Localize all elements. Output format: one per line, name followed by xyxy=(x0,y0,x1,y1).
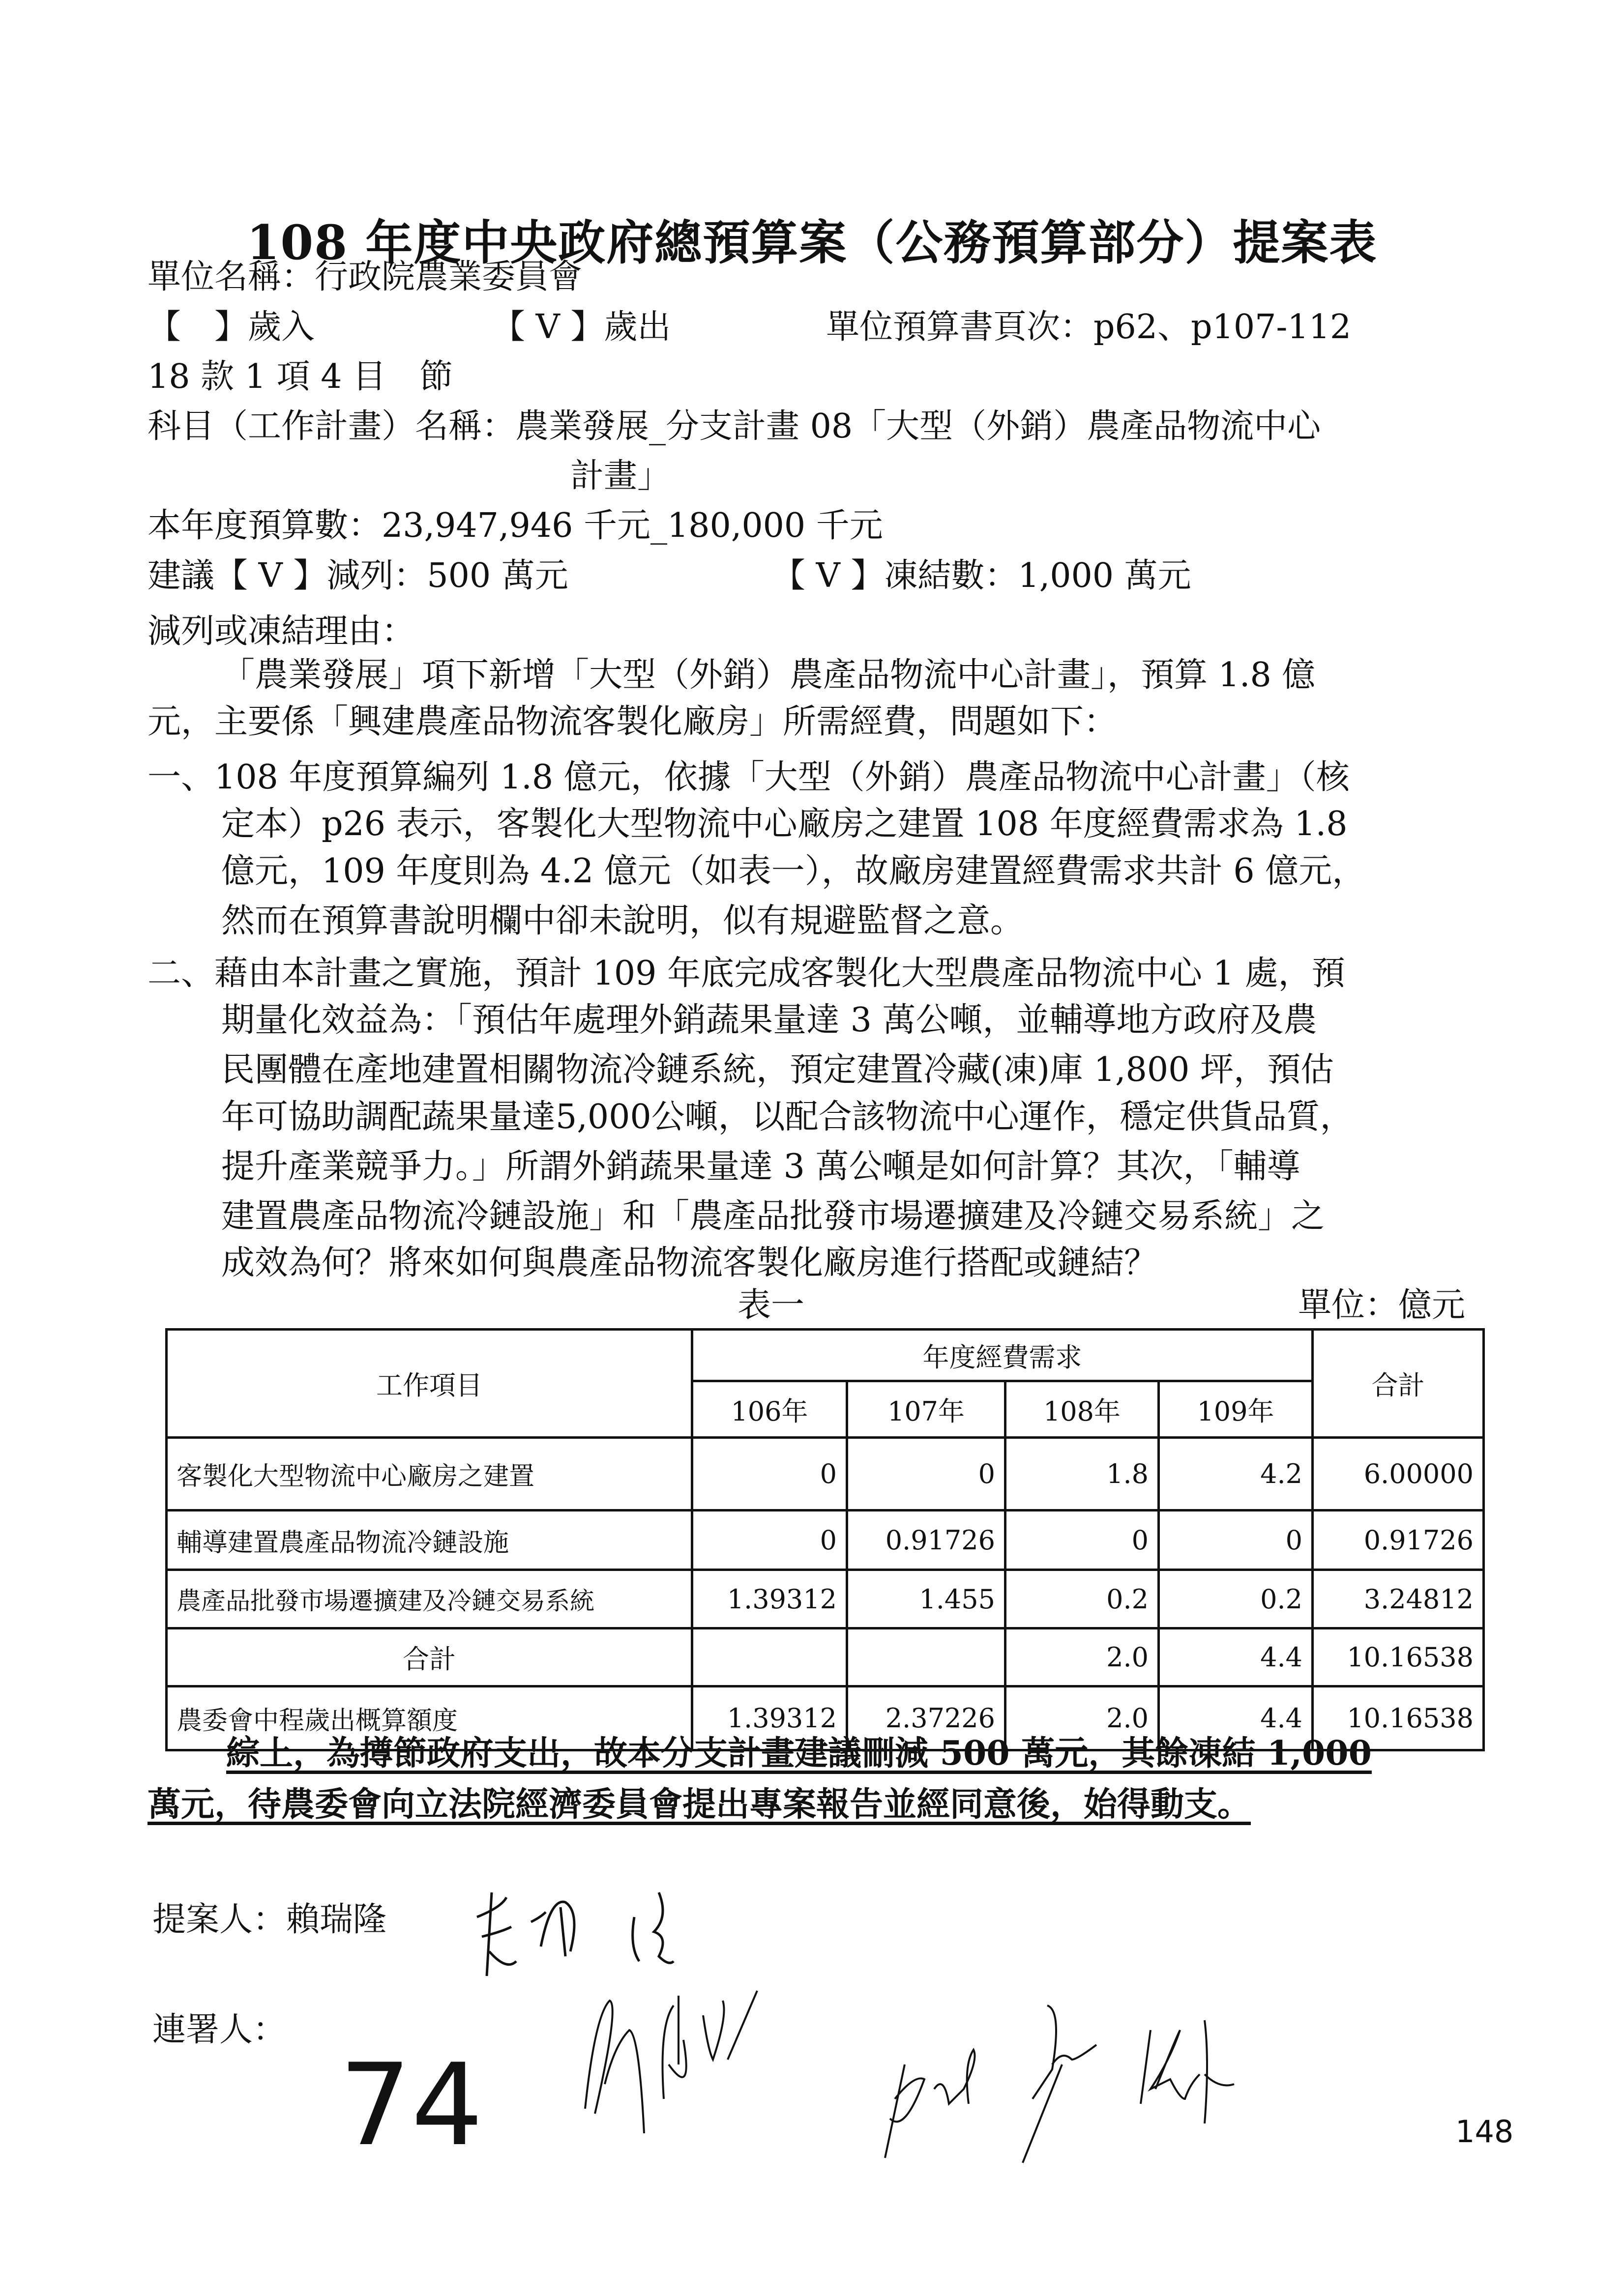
page-title: 108 年度中央政府總預算案（公務預算部分）提案表 xyxy=(246,215,1378,270)
subject-line-2: 計畫」 xyxy=(570,457,671,495)
proposer-label: 提案人：賴瑞隆 xyxy=(152,1900,387,1939)
suggest-freeze: 【 V 】凍結數：1,000 萬元 xyxy=(772,556,1191,595)
conclusion-line-1: 綜上，為撙節政府支出，故本分支計畫建議刪減 500 萬元，其餘凍結 1,000 xyxy=(226,1734,1372,1773)
table-header-row xyxy=(167,1330,1484,1381)
unit-name: 單位名稱：行政院農業委員會 xyxy=(148,258,583,296)
cell-value: 0 xyxy=(1005,1511,1159,1570)
row-item: 農委會中程歲出概算額度 xyxy=(167,1686,692,1750)
cell-total: 0.91726 xyxy=(1313,1511,1484,1570)
budget-table xyxy=(165,1328,1485,1751)
row-item: 輔導建置農產品物流冷鏈設施 xyxy=(167,1511,692,1570)
table-row xyxy=(167,1438,1484,1511)
cell-value: 4.4 xyxy=(1159,1628,1313,1686)
header-year: 106年 xyxy=(692,1381,847,1438)
point-2-line-6: 建置農產品物流冷鏈設施」和「農產品批發市場遷擴建及冷鏈交易系統」之 xyxy=(221,1197,1325,1236)
header-group: 年度經費需求 xyxy=(692,1330,1313,1381)
proposer-signature xyxy=(472,1878,747,1986)
cell-total: 10.16538 xyxy=(1313,1686,1484,1750)
cosigner-signature-2 xyxy=(865,2001,1505,2178)
cell-value: 2.0 xyxy=(1005,1628,1159,1686)
table-caption: 表一 xyxy=(738,1286,805,1325)
body-intro-line-2: 元，主要係「興建農產品物流客製化廠房」所需經費，問題如下： xyxy=(148,702,1118,741)
subject-line-1: 科目（工作計畫）名稱：農業發展_分支計畫 08「大型（外銷）農產品物流中心 xyxy=(148,407,1321,446)
point-2-line-2: 期量化效益為：「預估年處理外銷蔬果量達 3 萬公噸，並輔導地方政府及農 xyxy=(221,1001,1317,1040)
cell-value: 0 xyxy=(847,1438,1005,1511)
body-intro-line-1: 「農業發展」項下新增「大型（外銷）農產品物流中心計畫」，預算 1.8 億 xyxy=(221,656,1316,695)
cell-value xyxy=(847,1628,1005,1686)
point-1-line-2: 定本）p26 表示，客製化大型物流中心廠房之建置 108 年度經費需求為 1.8 xyxy=(221,805,1348,843)
budget-pages: 單位預算書頁次：p62、p107-112 xyxy=(826,308,1352,347)
row-item: 農產品批發市場遷擴建及冷鏈交易系統 xyxy=(167,1570,692,1628)
point-1-line-1: 一、108 年度預算編列 1.8 億元，依據「大型（外銷）農產品物流中心計畫」（核 xyxy=(148,758,1350,797)
cell-total: 3.24812 xyxy=(1313,1570,1484,1628)
cosigner-label: 連署人： xyxy=(152,2010,287,2049)
conclusion-line-2: 萬元，待農委會向立法院經濟委員會提出專案報告並經同意後，始得動支。 xyxy=(148,1785,1251,1824)
row-item: 客製化大型物流中心廠房之建置 xyxy=(167,1438,692,1511)
budget-amount: 本年度預算數：23,947,946 千元_180,000 千元 xyxy=(148,506,883,545)
table-row xyxy=(167,1511,1484,1570)
handwritten-number: 74 xyxy=(339,2040,483,2171)
cell-value: 0 xyxy=(692,1511,847,1570)
table-row xyxy=(167,1570,1484,1628)
cell-value xyxy=(692,1628,847,1686)
point-2-line-5: 提升產業競爭力。」所謂外銷蔬果量達 3 萬公噸是如何計算？其次，「輔導 xyxy=(221,1147,1300,1186)
header-total: 合計 xyxy=(1313,1330,1484,1438)
table-row-subtotal xyxy=(167,1628,1484,1686)
cell-value: 1.455 xyxy=(847,1570,1005,1628)
point-2-line-7: 成效為何？將來如何與農產品物流客製化廠房進行搭配或鏈結？ xyxy=(221,1244,1158,1282)
cell-value: 0 xyxy=(1159,1511,1313,1570)
reason-label: 減列或凍結理由： xyxy=(148,612,415,651)
cell-value: 0.2 xyxy=(1005,1570,1159,1628)
header-year: 107年 xyxy=(847,1381,1005,1438)
header-item: 工作項目 xyxy=(167,1330,692,1438)
point-2-line-3: 民團體在產地建置相關物流冷鏈系統，預定建置冷藏(凍)庫 1,800 坪，預估 xyxy=(221,1050,1334,1089)
cell-total: 6.00000 xyxy=(1313,1438,1484,1511)
cell-value: 1.39312 xyxy=(692,1570,847,1628)
header-year: 109年 xyxy=(1159,1381,1313,1438)
suggest-cut: 建議【 V 】減列：500 萬元 xyxy=(148,556,568,595)
point-2-line-1: 二、藉由本計畫之實施，預計 109 年底完成客製化大型農產品物流中心 1 處，預 xyxy=(148,954,1345,993)
point-1-line-3: 億元，109 年度則為 4.2 億元（如表一），故廠房建置經費需求共計 6 億元， xyxy=(221,852,1366,891)
page-number: 148 xyxy=(1455,2114,1514,2150)
cosigner-signature-1 xyxy=(565,1986,870,2148)
cell-value: 1.39312 xyxy=(692,1686,847,1750)
cell-value: 0 xyxy=(692,1438,847,1511)
header-year: 108年 xyxy=(1005,1381,1159,1438)
cell-value: 0.91726 xyxy=(847,1511,1005,1570)
cell-total: 10.16538 xyxy=(1313,1628,1484,1686)
table-unit: 單位：億元 xyxy=(1298,1286,1466,1325)
revenue-checkbox: 【 】歲入 xyxy=(148,308,315,347)
cell-value: 4.4 xyxy=(1159,1686,1313,1750)
item-code: 18 款 1 項 4 目 節 xyxy=(148,357,453,396)
expense-checkbox: 【 V 】歲出 xyxy=(492,308,671,347)
cell-value: 2.0 xyxy=(1005,1686,1159,1750)
cell-value: 1.8 xyxy=(1005,1438,1159,1511)
cell-value: 4.2 xyxy=(1159,1438,1313,1511)
cell-value: 2.37226 xyxy=(847,1686,1005,1750)
point-2-line-4: 年可協助調配蔬果量達5,000公噸，以配合該物流中心運作，穩定供貨品質， xyxy=(221,1098,1354,1136)
point-1-line-4: 然而在預算書說明欄中卻未說明，似有規避監督之意。 xyxy=(221,901,1024,940)
row-item: 合計 xyxy=(167,1628,692,1686)
cell-value: 0.2 xyxy=(1159,1570,1313,1628)
